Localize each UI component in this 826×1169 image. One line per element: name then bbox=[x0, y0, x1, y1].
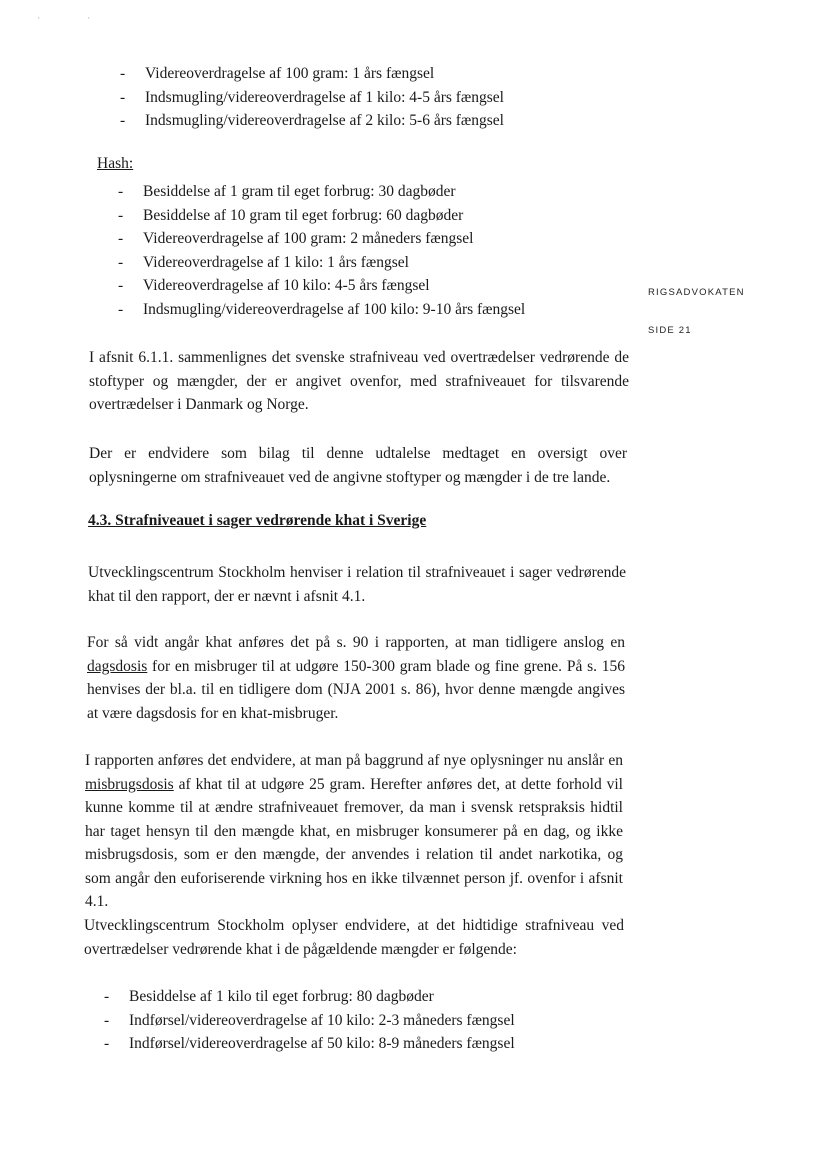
hash-heading: Hash: bbox=[97, 155, 134, 172]
document-page: ' ' RIGSADVOKATEN SIDE 21 - Videreoverdragelse af 100 gram: 1 års fængsel - Indsmugling/videreoverdragelse af 1 kilo: 4-5 års fængsel - Indsmugling/videreoverdragelse af 2 kilo: 5-6 års fængsel Hash: - Besiddelse af 1 gram til eget forbrug: 30 dagbøder - Besiddelse af 10 gram til eget forbrug: 60 dagbøder - Videreoverdragelse af 100 gram: 2 måneders fængsel - Videreoverdragelse af 1 kilo: 1 års fængsel - Videreoverdragelse af 10 kilo: 4-5 års fængsel - Indsmugling/videreoverdragelse af 100 kilo: 9-10 års fængsel I afsnit 6.1.1. sammenlignes det svenske strafniveau ved overtrædelser vedrørende de stoftyper og mængder, der er angivet ovenfor, med strafniveauet for tilsvarende overtrædelser i Danmark og Norge. Der er endvidere som bilag til denne udtalelse medtaget en oversigt over oplysningerne om strafniveauet ved de angivne stoftyper og mængder i de tre lande. 4.3. Strafniveauet i sager vedrørende khat i Sverige Utvecklingscentrum Stockholm henviser i relation til strafniveauet i sager vedrørende khat til den rapport, der er nævnt i afsnit 4.1. For så vidt angår khat anføres det på s. 90 i rapporten, at man tidligere anslog en dagsdosis for en misbruger til at udgøre 150-300 gram blade og fine grene. På s. 156 henvises der bl.a. til en tidligere dom (NJA 2001 s. 86), hvor denne mængde angives at være dagsdosis for en khat-misbruger. I rapporten anføres det endvidere, at man på baggrund af nye oplysninger nu anslår en misbrugsdosis af khat til at udgøre 25 gram. Herefter anføres det, at dette forhold vil kunne komme til at ændre strafniveauet fremover, da man i svensk retspraksis hidtil har taget hensyn til den mængde khat, en misbruger konsumerer på en dag, og ikke misbrugsdosis, som er den mængde, der anvendes i relation til andet narkotika, og som angår den euforiserende virkning hos en ikke tilvænnet person jf. ovenfor i afsnit 4.1. Utvecklingscentrum Stockholm oplyser endvidere, at det hidtidige strafniveau ved overtrædelser vedrørende khat i de pågældende mængder er følgende: - Besiddelse af 1 kilo til eget forbrug: 80 dagbøder - Indførsel/videreoverdragelse af 10 kilo: 2-3 måneders fængsel - Indførsel/videreoverdragelse af 50 kilo: 8-9 måneders fængsel bbox=[38, 16, 745, 1052]
scan-speck: ' bbox=[88, 16, 90, 25]
paragraph-abuse-dose: I rapporten anføres det endvidere, at man på baggrund af nye oplysninger nu anslår en misbrugsdosis af khat til at udgøre 25 gram. Herefter anføres det, at dette forhold vil kunne komme til at ændre strafniveauet fremover, da man i svensk retspraksis hidtil har taget hensyn til den mængde khat, en misbruger konsumerer på en dag, og ikke misbrugsdosis, som er den mængde, der anvendes i relation til andet narkotika, og som angår den euforiserende virkning hos en ikke tilvænnet person jf. ovenfor i afsnit 4.1. bbox=[85, 752, 623, 910]
paragraph-appendix: Der er endvidere som bilag til denne udtalelse medtaget en oversigt over oplysningerne om strafniveauet ved de angivne stoftyper og mængder i de tre lande. bbox=[89, 445, 627, 486]
section-heading: 4.3. Strafniveauet i sager vedrørende khat i Sverige bbox=[88, 512, 427, 529]
paragraph-comparison: I afsnit 6.1.1. sammenlignes det svenske strafniveau ved overtrædelser vedrørende de stoftyper og mængder, der er angivet ovenfor, med strafniveauet for tilsvarende overtrædelser i Danmark og Norge. bbox=[89, 349, 629, 413]
sidebar-page-number: SIDE 21 bbox=[648, 325, 692, 336]
paragraph-daily-dose: For så vidt angår khat anføres det på s. 90 i rapporten, at man tidligere anslog en dagsdosis for en misbruger til at udgøre 150-300 gram blade og fine grene. På s. 156 henvises der bl.a. til en tidligere dom (NJA 2001 s. 86), hvor denne mængde angives at være dagsdosis for en khat-misbruger. bbox=[87, 634, 625, 722]
term-dagsdosis: dagsdosis bbox=[87, 657, 148, 675]
scan-speck: ' bbox=[38, 16, 40, 25]
term-misbrugsdosis: misbrugsdosis bbox=[85, 775, 174, 793]
paragraph-khat-levels: Utvecklingscentrum Stockholm oplyser endvidere, at det hidtidige strafniveau ved overtrædelser vedrørende khat i de pågældende mængder er følgende: bbox=[84, 917, 624, 958]
sidebar-agency: RIGSADVOKATEN bbox=[648, 287, 745, 298]
paragraph-khat-reference: Utvecklingscentrum Stockholm henviser i relation til strafniveauet i sager vedrørende khat til den rapport, der er nævnt i afsnit 4.1. bbox=[88, 564, 626, 605]
